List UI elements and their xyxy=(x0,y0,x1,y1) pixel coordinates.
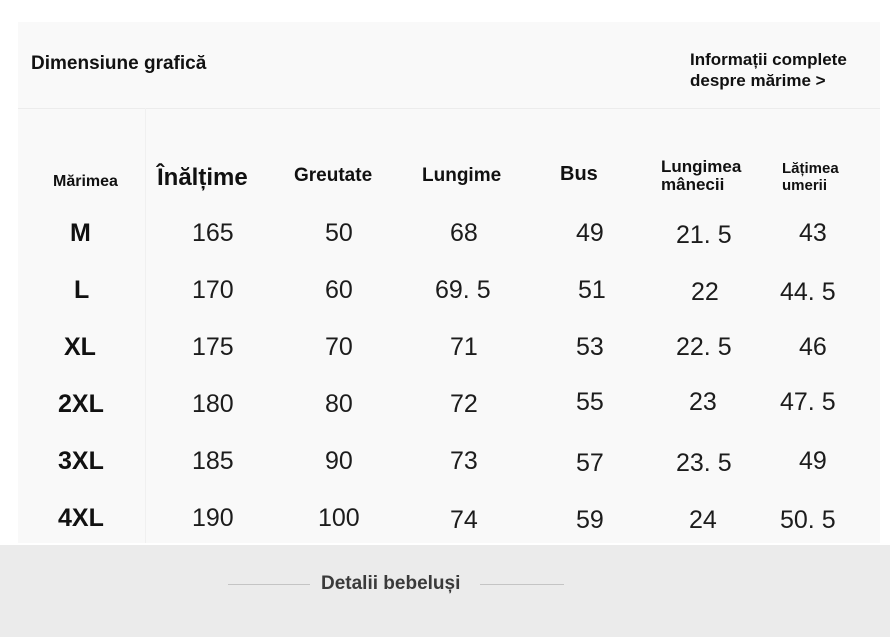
length-value: 71 xyxy=(450,333,478,361)
weight-value: 60 xyxy=(325,276,353,304)
footer-divider-right xyxy=(480,584,564,585)
length-value: 72 xyxy=(450,390,478,418)
length-value: 68 xyxy=(450,219,478,247)
size-table xyxy=(18,108,880,543)
weight-value: 80 xyxy=(325,390,353,418)
shoulder-value: 44. 5 xyxy=(780,278,836,306)
length-value: 69. 5 xyxy=(435,276,491,304)
height-value: 180 xyxy=(192,390,234,418)
height-value: 185 xyxy=(192,447,234,475)
size-label: 3XL xyxy=(58,447,104,475)
size-chart-title: Dimensiune grafică xyxy=(31,53,207,74)
header-shoulder-width: Lățimea umerii xyxy=(782,160,839,194)
length-value: 74 xyxy=(450,506,478,534)
length-value: 73 xyxy=(450,447,478,475)
size-label: 4XL xyxy=(58,504,104,532)
weight-value: 90 xyxy=(325,447,353,475)
bust-value: 49 xyxy=(576,219,604,247)
details-footer xyxy=(0,545,890,637)
baby-details-label[interactable]: Detalii bebeluși xyxy=(321,573,461,594)
sleeve-value: 22. 5 xyxy=(676,333,732,361)
shoulder-value: 49 xyxy=(799,447,827,475)
header-bust: Bus xyxy=(560,163,598,185)
sleeve-value: 23. 5 xyxy=(676,449,732,477)
header-size: Mărimea xyxy=(53,173,118,190)
shoulder-value: 47. 5 xyxy=(780,388,836,416)
column-divider xyxy=(145,108,146,543)
bust-value: 59 xyxy=(576,506,604,534)
sleeve-value: 23 xyxy=(689,388,717,416)
shoulder-value: 46 xyxy=(799,333,827,361)
bust-value: 55 xyxy=(576,388,604,416)
sleeve-value: 24 xyxy=(689,506,717,534)
weight-value: 70 xyxy=(325,333,353,361)
header-height: Înălțime xyxy=(157,164,248,191)
height-value: 170 xyxy=(192,276,234,304)
size-label: L xyxy=(74,276,90,304)
bust-value: 51 xyxy=(578,276,606,304)
sleeve-value: 21. 5 xyxy=(676,221,732,249)
header-weight: Greutate xyxy=(294,165,373,186)
full-size-info-link[interactable]: Informații complete despre mărime > xyxy=(690,50,847,90)
header-length: Lungime xyxy=(422,165,502,186)
bust-value: 57 xyxy=(576,449,604,477)
height-value: 175 xyxy=(192,333,234,361)
shoulder-value: 43 xyxy=(799,219,827,247)
footer-divider-left xyxy=(228,584,310,585)
shoulder-value: 50. 5 xyxy=(780,506,836,534)
size-chart-card xyxy=(18,22,880,543)
size-label: 2XL xyxy=(58,390,104,418)
height-value: 165 xyxy=(192,219,234,247)
size-label: M xyxy=(70,219,91,247)
weight-value: 100 xyxy=(318,504,360,532)
header-sleeve-length: Lungimea mânecii xyxy=(661,157,742,194)
size-chart-header xyxy=(18,22,880,109)
size-label: XL xyxy=(64,333,96,361)
weight-value: 50 xyxy=(325,219,353,247)
bust-value: 53 xyxy=(576,333,604,361)
sleeve-value: 22 xyxy=(691,278,719,306)
height-value: 190 xyxy=(192,504,234,532)
